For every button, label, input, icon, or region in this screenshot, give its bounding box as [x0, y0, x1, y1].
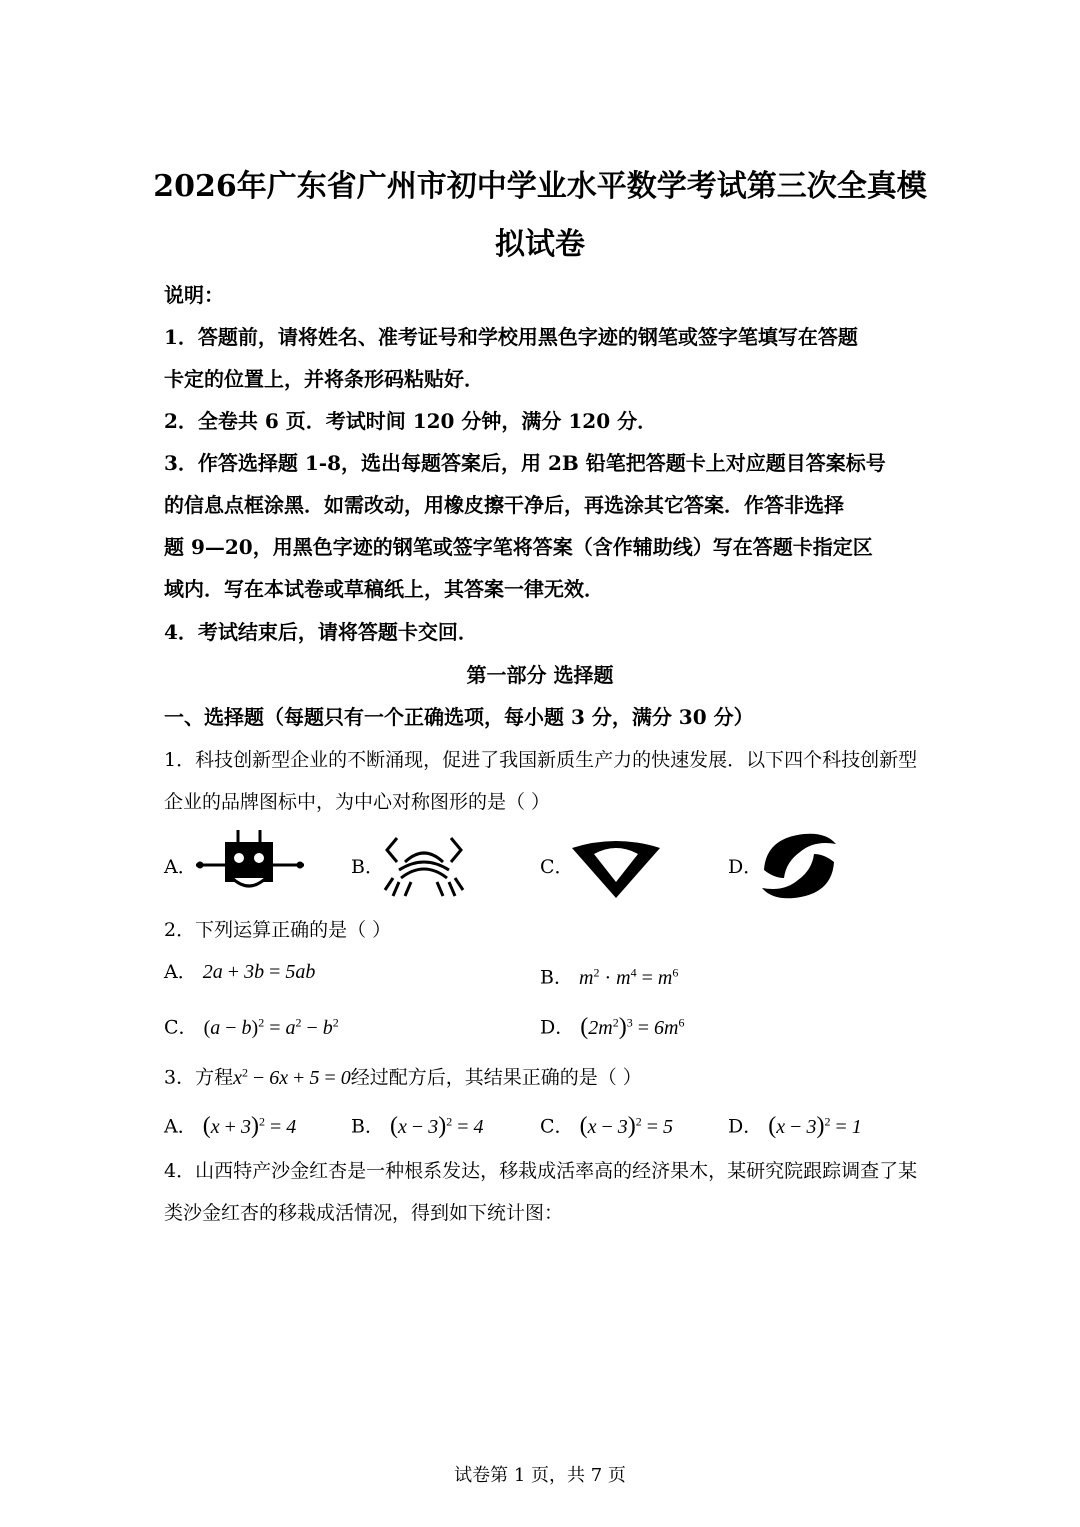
q1-option-a-label: A． [164, 856, 197, 878]
robot-logo-icon [196, 828, 306, 892]
notes-heading: 说明： [164, 283, 224, 307]
q2-stem: 2．下列运算正确的是（ ） [164, 919, 392, 941]
notes-line-4: 3．作答选择题 1-8，选出每题答案后，用 2B 铅笔把答题卡上对应题目答案标号 [164, 451, 886, 475]
exam-title-line1: 2026年广东省广州市初中学业水平数学考试第三次全真模 [153, 169, 927, 204]
q2-option-b-expression: $m^2 \cdot m^4 = m^6$ [579, 965, 679, 989]
q3-option-c [540, 1107, 673, 1141]
q1-option-b-label: B． [351, 856, 384, 878]
notes-line-3: 2．全卷共 6 页．考试时间 120 分钟，满分 120 分． [164, 409, 658, 433]
q3-option-d-label: D． [728, 1115, 763, 1138]
part-title: 第一部分 选择题 [466, 663, 614, 687]
q2-option-b-label: B． [540, 966, 573, 989]
q3-stem-prefix: 3．方程 [164, 1066, 234, 1089]
q3-option-b-expression: $(x - 3)^2 = 4$ [390, 1112, 484, 1139]
q3-stem [164, 1058, 642, 1092]
section-title: 一、选择题（每题只有一个正确选项，每小题 3 分，满分 30 分） [164, 705, 754, 729]
notes-line-7: 域内．写在本试卷或草稿纸上，其答案一律无效． [164, 577, 604, 601]
q3-option-a [164, 1107, 296, 1141]
exam-title-line2: 拟试卷 [495, 227, 585, 262]
q3-option-b-label: B． [351, 1115, 384, 1138]
q3-option-d-expression: $(x - 3)^2 = 1$ [768, 1112, 862, 1139]
page-footer: 试卷第 1 页，共 7 页 [454, 1465, 626, 1486]
q3-option-b [351, 1107, 483, 1141]
q2-option-a [164, 958, 315, 986]
crab-logo-icon [383, 830, 465, 898]
q3-stem-suffix: 经过配方后，其结果正确的是（ ） [350, 1066, 642, 1089]
q2-option-b [540, 958, 678, 992]
q3-option-c-expression: $(x - 3)^2 = 5$ [579, 1112, 674, 1139]
q3-option-a-expression: $(x + 3)^2 = 4$ [202, 1112, 297, 1139]
notes-line-2: 卡定的位置上，并将条形码粘贴好． [164, 367, 484, 391]
q2-option-c-label: C． [164, 1016, 198, 1039]
q1-stem-line1: 1．科技创新型企业的不断涌现，促进了我国新质生产力的快速发展．以下四个科技创新型 [164, 749, 918, 771]
q1-option-d-label: D． [728, 856, 763, 878]
q2-option-c-expression: $(a - b)^2 = a^2 - b^2$ [203, 1015, 339, 1039]
swirl-logo-icon [760, 830, 838, 902]
notes-line-1: 1．答题前，请将姓名、准考证号和学校用黑色字迹的钢笔或签字笔填写在答题 [164, 325, 858, 349]
q2-option-d-label: D． [540, 1016, 575, 1039]
q2-option-d-expression: $(2m^2)^3 = 6m^6$ [580, 1013, 685, 1040]
q1-option-c-label: C． [540, 856, 574, 878]
q4-stem-line2: 类沙金红杏的移栽成活情况，得到如下统计图： [164, 1202, 564, 1224]
notes-line-6: 题 9—20，用黑色字迹的钢笔或签字笔将答案（含作辅助线）写在答题卡指定区 [164, 535, 873, 559]
q3-option-a-label: A． [164, 1115, 197, 1138]
q2-option-a-expression: 2a + 3b = 5ab [202, 961, 316, 983]
q1-stem-line2: 企业的品牌图标中，为中心对称图形的是（ ） [164, 791, 551, 813]
notes-line-8: 4．考试结束后，请将答题卡交回． [164, 620, 478, 644]
q2-option-a-label: A． [164, 961, 197, 983]
q3-option-c-label: C． [540, 1115, 574, 1138]
q4-stem-line1: 4．山西特产沙金红杏是一种根系发达，移栽成活率高的经济果木，某研究院跟踪调查了某 [164, 1160, 918, 1182]
q2-option-d [540, 1008, 684, 1042]
q2-option-c [164, 1008, 339, 1042]
triangle-blade-logo-icon [572, 838, 660, 898]
q3-equation: $x^2 - 6x + 5 = 0$ [233, 1065, 351, 1089]
q3-option-d [728, 1107, 862, 1141]
notes-line-5: 的信息点框涂黑．如需改动，用橡皮擦干净后，再选涂其它答案．作答非选择 [164, 493, 844, 517]
